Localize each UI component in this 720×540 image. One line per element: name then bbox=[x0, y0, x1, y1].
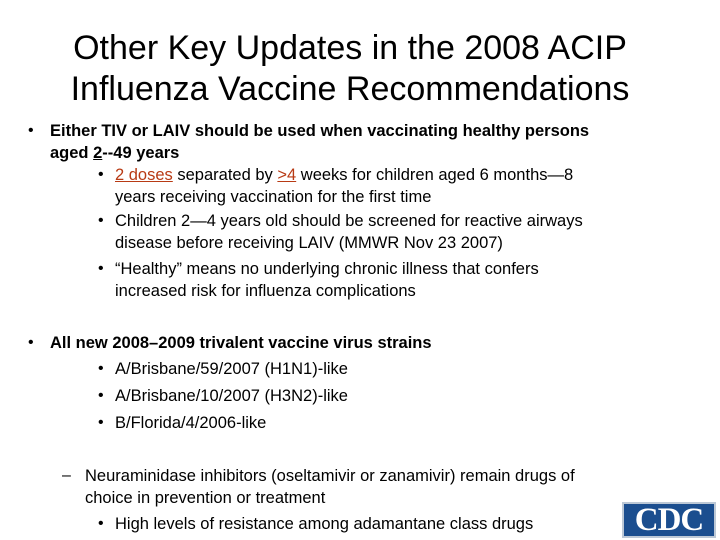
bullet-line: aged 2--49 years bbox=[50, 144, 180, 162]
strain-item: A/Brisbane/59/2007 (H1N1)-like bbox=[115, 360, 348, 378]
sub-bullet-line: 2 doses separated by >4 weeks for children aged 6 months—8 bbox=[115, 166, 574, 184]
slide-title bbox=[20, 28, 680, 110]
strain-item: B/Florida/4/2006-like bbox=[115, 414, 267, 432]
bullet-marker: • bbox=[28, 334, 34, 351]
sub-bullet-marker: • bbox=[98, 360, 104, 377]
sub-bullet-marker: • bbox=[98, 166, 104, 183]
sub-bullet-marker: • bbox=[98, 260, 104, 277]
week-count: >4 bbox=[277, 166, 297, 184]
dash-line: Neuraminidase inhibitors (oseltamivir or zanamivir) remain drugs of bbox=[85, 467, 575, 485]
sub-bullet-line: disease before receiving LAIV (MMWR Nov 23 2007) bbox=[115, 234, 503, 252]
dose-count: 2 doses bbox=[115, 166, 173, 184]
title-line-1: Other Key Updates in the 2008 ACIP bbox=[73, 29, 627, 67]
strain-item: A/Brisbane/10/2007 (H3N2)-like bbox=[115, 387, 348, 405]
sub-bullet-marker: • bbox=[98, 414, 104, 431]
sub-bullet-marker: • bbox=[98, 387, 104, 404]
sub-bullet-marker: • bbox=[98, 212, 104, 229]
sub-bullet-line: Children 2—4 years old should be screened for reactive airways bbox=[115, 212, 583, 230]
dash-marker: – bbox=[62, 467, 71, 484]
dash-line: choice in prevention or treatment bbox=[85, 489, 326, 507]
sub-bullet-line: increased risk for influenza complications bbox=[115, 282, 416, 300]
bullet-line: Either TIV or LAIV should be used when vaccinating healthy persons bbox=[50, 122, 590, 140]
bullet-marker: • bbox=[28, 122, 34, 139]
sub-bullet-marker: • bbox=[98, 515, 104, 532]
sub-bullet-line: High levels of resistance among adamantane class drugs bbox=[115, 515, 534, 533]
cdc-logo: CDC bbox=[622, 502, 716, 538]
title-line-2: Influenza Vaccine Recommendations bbox=[70, 70, 630, 108]
bullet-line: All new 2008–2009 trivalent vaccine virus strains bbox=[50, 334, 432, 352]
sub-bullet-line: “Healthy” means no underlying chronic illness that confers bbox=[115, 260, 539, 278]
sub-bullet-line: years receiving vaccination for the first time bbox=[115, 188, 432, 206]
